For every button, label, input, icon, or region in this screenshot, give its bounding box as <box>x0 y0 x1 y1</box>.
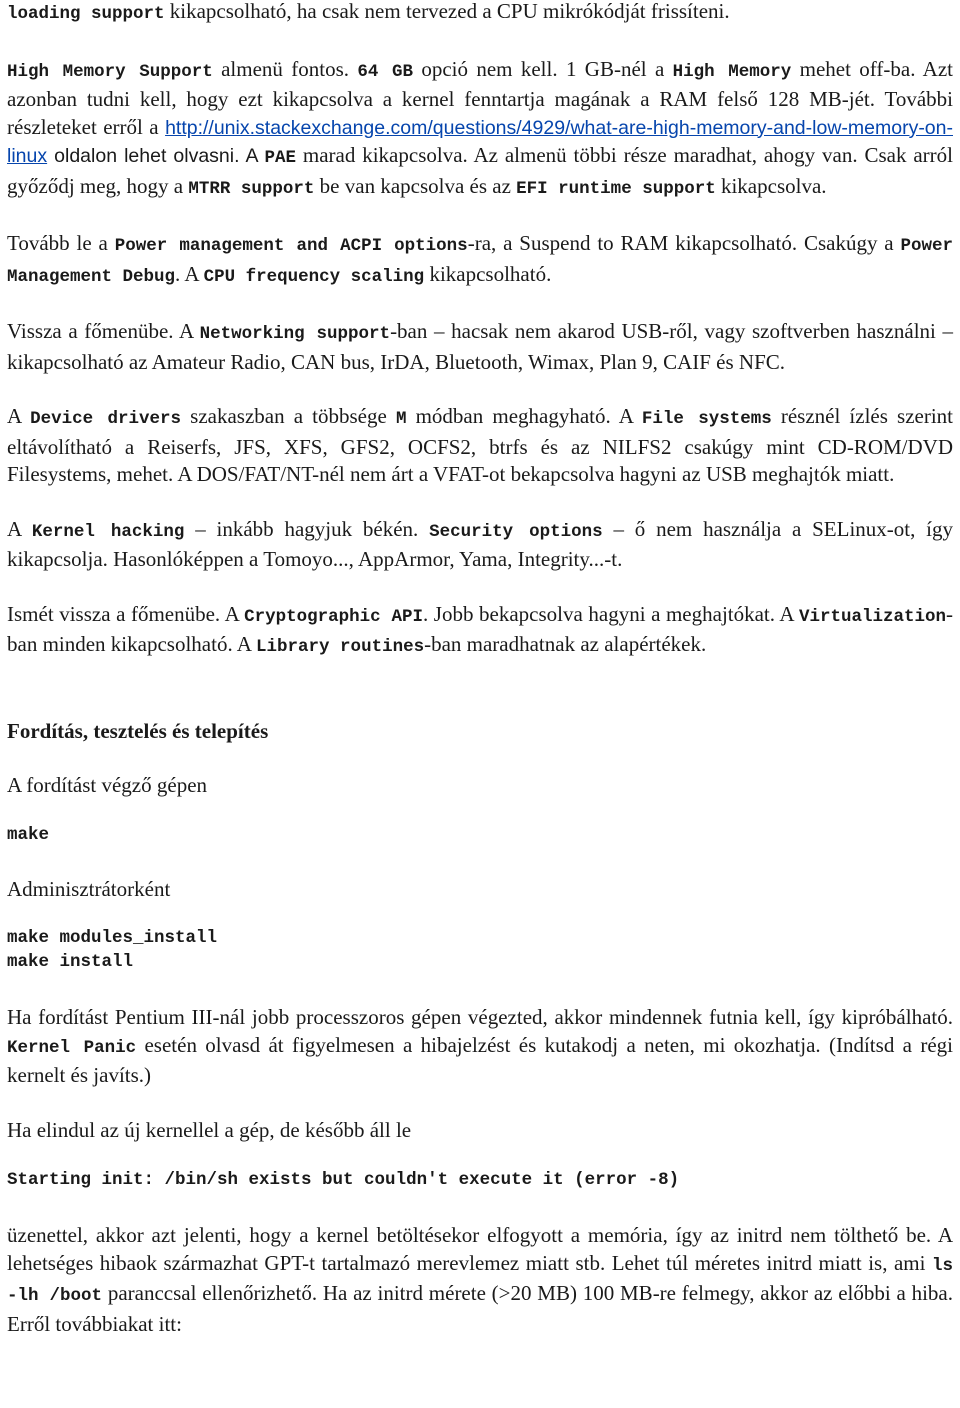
inline-code: Library routines <box>256 637 425 657</box>
document-page <box>7 0 953 1338</box>
paragraph-kernel-hacking: A Kernel hacking – inkább hagyjuk békén. Security options – ő nem használja a SELinux-ot, így kikapcsolja. Hasonlóképpen a Tomoyo..., AppArmor, Yama, Integrity...-t. <box>7 516 953 571</box>
paragraph-device-drivers: A Device drivers szakaszban a többsége M módban meghagyható. A File systems résznél ízlés szerint eltávolítható a Reiserfs, JFS, XFS, GFS2, OCFS2, btrfs és az NILFS2 csakúgy mint CD-ROM/DVD Filesystems, mehet. A DOS/FAT/NT-nél nem árt a VFAT-ot bekapcsolva hagyni az USB meghajtók miatt. <box>7 404 954 486</box>
inline-code: Security options <box>429 521 603 542</box>
paragraph-build-machine: A fordítást végző gépen <box>7 773 208 797</box>
code-block-error: Starting init: /bin/sh exists but couldn't execute it (error -8) <box>7 1170 680 1190</box>
inline-code: Device drivers <box>30 409 182 429</box>
inline-code: PAE <box>264 148 296 168</box>
inline-code: 64 GB <box>357 61 413 82</box>
paragraph-initrd: üzenettel, akkor azt jelenti, hogy a kernel betöltésekor elfogyott a memória, így az initrd nem tölthető be. A lehetséges hibaok származhat GPT-t tartalmazó merevlemez miatt stb. Lehet túl méretes initrd miatt is, ami ls -lh /boot paranccsal ellenőrizhető. Ha az initrd mérete (>20 MB) 100 MB-re felmegy, akkor az előbbi a hiba. Erről továbbiakat itt: <box>7 1223 954 1336</box>
inline-code: Virtualization <box>798 606 947 627</box>
inline-code: MTRR support <box>188 178 315 199</box>
stackexchange-link[interactable]: http://unix.stackexchange.com/questions/4929/what-are-high-memory-and-low-memory-on-linux <box>7 116 953 167</box>
inline-code: M <box>395 409 407 429</box>
inline-code: Kernel hacking <box>31 521 185 542</box>
inline-code: ls -lh /boot <box>7 1255 953 1306</box>
paragraph-networking: Vissza a főmenübe. A Networking support-ban – hacsak nem akarod USB-ről, vagy szoftverben használni – kikapcsolható az Amateur Radio, CAN bus, IrDA, Bluetooth, Wimax, Plan 9, CAIF és NFC. <box>7 319 953 374</box>
inline-code: Power Management Debug <box>7 236 953 287</box>
inline-code: High Memory Support <box>7 61 213 82</box>
inline-code: CPU frequency scaling <box>203 266 425 287</box>
inline-code: EFI runtime support <box>516 178 716 199</box>
code-block-install: make modules_install make install <box>7 928 218 972</box>
section-heading: Fordítás, tesztelés és telepítés <box>7 718 269 743</box>
paragraph-admin: Adminisztrátorként <box>7 876 171 901</box>
inline-code: Power management and ACPI options <box>114 236 468 256</box>
inline-code: High Memory <box>672 61 792 82</box>
paragraph-power-management: Tovább le a Power management and ACPI options-ra, a Suspend to RAM kikapcsolható. Csakúgy a Power Management Debug. A CPU frequency scaling kikapcsolható. <box>7 231 953 287</box>
inline-code: Kernel Panic <box>7 1037 137 1058</box>
paragraph-boot-stop: Ha elindul az új kernellel a gép, de később áll le <box>7 1117 412 1142</box>
paragraph-loading-support: loading support kikapcsolható, ha csak nem tervezed a CPU mikrókódját frissíteni. <box>7 0 730 24</box>
paragraph-high-memory: High Memory Support almenü fontos. 64 GB opció nem kell. 1 GB-nél a High Memory mehet off-ba. Azt azonban tudni kell, hogy ezt kikapcsolva a kernel fenntartja magának a RAM felső 128 MB-jét. További részleteket erről a http://unix.stackexchange.com/questions/4929/what-are-high-memory-and-low-memory-on-linux oldalon lehet olvasni. A PAE marad kikapcsolva. Az almenü többi része maradhat, ahogy van. Csak arról győződj meg, hogy a MTRR support be van kapcsolva és az EFI runtime support kikapcsolva. <box>7 56 953 199</box>
inline-code: Cryptographic API <box>244 606 423 627</box>
paragraph-cryptographic: Ismét vissza a főmenübe. A Cryptographic API. Jobb bekapcsolva hagyni a meghajtókat. A Virtualization-ban minden kikapcsolható. A Library routines-ban maradhatnak az alapértékek. <box>7 601 954 657</box>
paragraph-kernel-panic: Ha fordítást Pentium III-nál jobb processzoros gépen végezted, akkor mindennek futnia kell, így kipróbálható. Kernel Panic esetén olvasd át figyelmesen a hibajelzést és kutakodj a neten, mi okozhatja. (Indítsd a régi kernelt és javíts.) <box>7 1005 953 1087</box>
inline-code: loading support <box>7 4 165 24</box>
inline-code: File systems <box>641 409 772 429</box>
inline-code: Networking support <box>199 324 391 344</box>
code-block-make: make <box>7 824 50 845</box>
